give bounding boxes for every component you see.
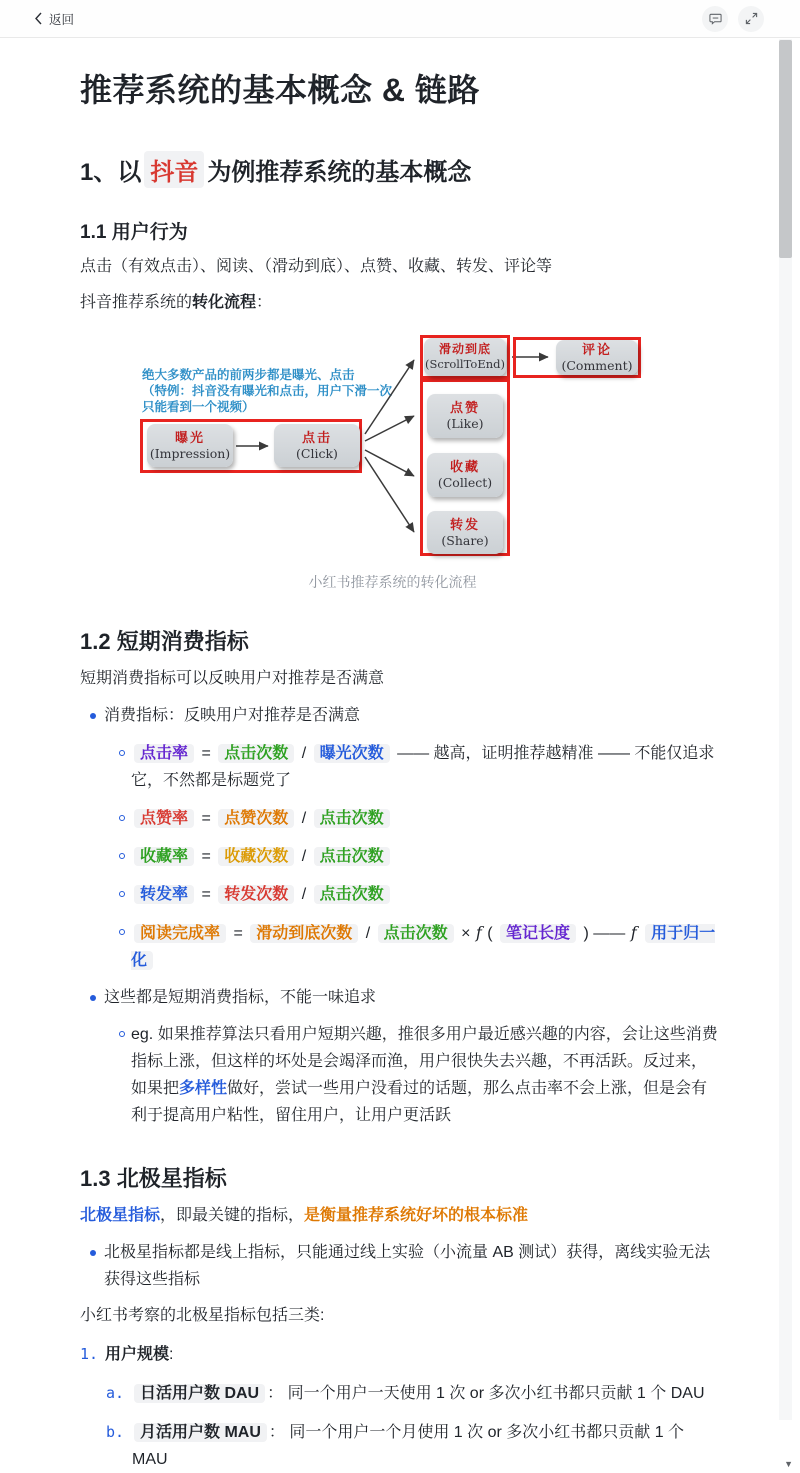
list-item: 北极星指标都是线上指标，只能通过线上实验（小流量 AB 测试）获得，离线实验无法获得这些指标 <box>80 1239 720 1293</box>
node-scroll-to-end: 滑动到底 (ScrollToEnd) <box>424 338 506 376</box>
ordered-item-user-scale: 1. 用户规模: <box>80 1341 720 1368</box>
node-impression: 曝光 (Impression) <box>147 424 233 467</box>
document-body <box>0 65 800 1473</box>
bullet-icon <box>80 1239 104 1293</box>
heading-1-3: 1.3 北极星指标 <box>80 1166 227 1191</box>
bullet-icon <box>112 843 131 870</box>
scroll-down-arrow-icon[interactable]: ▼ <box>784 1459 793 1469</box>
conversion-flow-image[interactable] <box>140 330 645 562</box>
list-item-formula-read-completion: 阅读完成率 = 滑动到底次数 / 点击次数 × f ( 笔记长度 ) —— f 用于归一化 <box>80 919 720 974</box>
list-number: 1. <box>80 1345 99 1363</box>
bullet-icon <box>112 919 131 974</box>
comment-icon <box>709 12 722 25</box>
paragraph-user-actions: 点击（有效点击）、阅读、（滑动到底）、点赞、收藏、转发、评论等 <box>80 258 553 275</box>
bullet-icon <box>80 702 104 729</box>
heading-1-1: 1.1 用户行为 <box>80 222 188 243</box>
chevron-left-icon <box>34 12 43 25</box>
topbar <box>0 0 800 38</box>
ordered-item-dau: a. 日活用户数 DAU ： 同一个用户一天使用 1 次 or 多次小红书都只贡献 1 个 DAU <box>80 1380 720 1407</box>
node-collect: 收藏 (Collect) <box>427 453 503 497</box>
node-like: 点赞 (Like) <box>427 394 503 438</box>
image-caption: 小红书推荐系统的转化流程 <box>308 574 477 590</box>
list-item-formula-collect-rate: 收藏率 = 收藏次数 / 点击次数 <box>80 843 720 870</box>
bullet-icon <box>112 740 131 794</box>
bullet-icon <box>80 984 104 1011</box>
ordered-item-mau: b. 月活用户数 MAU ： 同一个用户一个月使用 1 次 or 多次小红书都只贡献 1 个 MAU <box>80 1419 720 1473</box>
list-item: 消费指标：反映用户对推荐是否满意 <box>80 702 720 729</box>
bullet-icon <box>112 805 131 832</box>
list-item: 这些都是短期消费指标，不能一味追求 <box>80 984 720 1011</box>
paragraph-three-kinds: 小红书考察的北极星指标包括三类: <box>80 1307 325 1324</box>
topbar-actions <box>702 6 764 32</box>
paragraph-lead-1-3: 北极星指标，即最关键的指标，是衡量推荐系统好坏的根本标准 <box>80 1207 529 1224</box>
heading-section-1: 1、以 抖音 为例推荐系统的基本概念 <box>80 151 720 188</box>
list-letter: b. <box>106 1423 125 1441</box>
back-label: 返回 <box>49 12 75 27</box>
list-item-formula-ctr: 点击率 = 点击次数 / 曝光次数 —— 越高，证明推荐越精准 —— 不能仅追求它，不然都是标题党了 <box>80 740 720 794</box>
node-click: 点击 (Click) <box>274 424 360 467</box>
node-comment: 评论 (Comment) <box>556 340 638 375</box>
bullet-icon <box>112 881 131 908</box>
node-share: 转发 (Share) <box>427 511 503 554</box>
list-item-formula-like-rate: 点赞率 = 点赞次数 / 点击次数 <box>80 805 720 832</box>
scrollbar-thumb[interactable] <box>779 40 792 258</box>
paragraph-conversion-flow: 抖音推荐系统的转化流程： <box>80 294 273 311</box>
diagram-annotation: 绝大多数产品的前两步都是曝光、点击 （特例：抖音没有曝光和点击，用户下滑一次 只能看到一个视频） <box>142 367 393 414</box>
expand-button[interactable] <box>738 6 764 32</box>
expand-icon <box>745 12 758 25</box>
bullet-icon <box>112 1021 131 1129</box>
list-letter: a. <box>106 1384 125 1402</box>
heading-1-2: 1.2 短期消费指标 <box>80 629 249 654</box>
list-item-formula-share-rate: 转发率 = 转发次数 / 点击次数 <box>80 881 720 908</box>
list-item-example: eg. 如果推荐算法只看用户短期兴趣，推很多用户最近感兴趣的内容，会让这些消费指标上涨，但这样的坏处是会竭泽而渔，用户很快失去兴趣，不再活跃。反过来，如果把多样性做好，尝试一些用户没看过的话题，那么点击率不会上涨，但是会有利于提高用户粘性，留住用户，让用户更活跃 <box>80 1021 720 1129</box>
back-button[interactable] <box>34 10 74 28</box>
page-title: 推荐系统的基本概念 & 链路 <box>80 72 480 108</box>
paragraph-lead-1-2: 短期消费指标可以反映用户对推荐是否满意 <box>80 670 385 687</box>
comment-button[interactable] <box>702 6 728 32</box>
